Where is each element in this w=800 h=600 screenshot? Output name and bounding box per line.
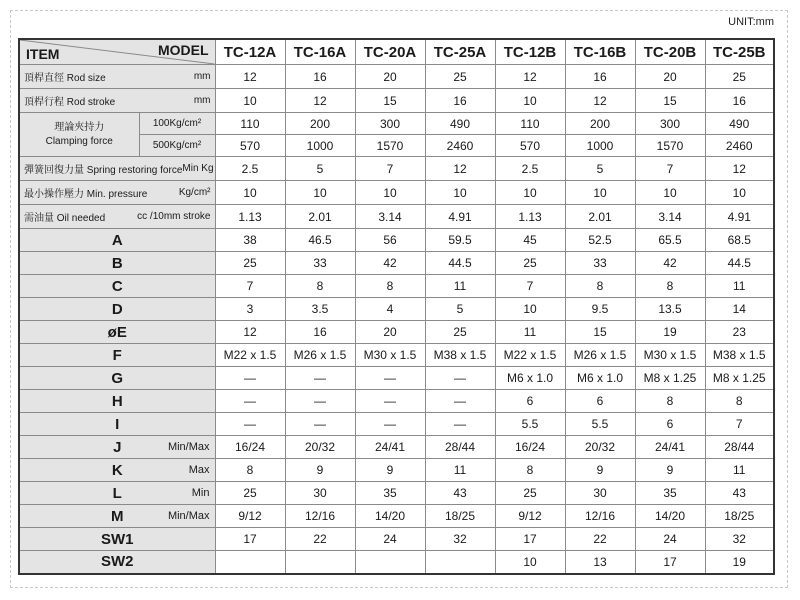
row-label-inner [20, 161, 215, 176]
row-label-zh: 頂桿行程 [24, 97, 64, 108]
value-cell [285, 551, 355, 574]
value-cell: — [285, 390, 355, 413]
value-cell: 8 [635, 390, 705, 413]
table-row [19, 298, 774, 321]
table-row [19, 459, 774, 482]
spec-table [18, 38, 775, 575]
row-label-en: Clamping force [45, 135, 113, 147]
value-cell: 10 [215, 89, 285, 113]
model-col-header: TC-16B [565, 39, 635, 65]
value-cell: 1570 [355, 135, 425, 157]
row-label [19, 528, 215, 551]
value-cell: 45 [495, 229, 565, 252]
row-label [19, 367, 215, 390]
row-unit: Min/Max [167, 510, 210, 522]
value-cell: 3.14 [355, 205, 425, 229]
value-cell: 18/25 [705, 505, 774, 528]
value-cell: 16 [285, 65, 355, 89]
row-label [19, 551, 215, 574]
table-row [19, 181, 774, 205]
table-row [19, 321, 774, 344]
value-cell: — [285, 413, 355, 436]
value-cell: — [425, 367, 495, 390]
value-cell: 10 [285, 181, 355, 205]
table-row [19, 436, 774, 459]
value-cell: 16 [425, 89, 495, 113]
value-cell: — [215, 390, 285, 413]
row-unit: mm [193, 95, 211, 106]
row-unit: Min/Max [167, 441, 210, 453]
dimension-letter: øE [107, 323, 127, 341]
value-cell: 20 [635, 65, 705, 89]
value-cell: 33 [285, 252, 355, 275]
value-cell: 12/16 [285, 505, 355, 528]
value-cell: 10 [425, 181, 495, 205]
value-cell: 9 [565, 459, 635, 482]
value-cell: — [425, 390, 495, 413]
model-col-header: TC-12A [215, 39, 285, 65]
table-row [19, 275, 774, 298]
value-cell: 12 [705, 157, 774, 181]
value-cell: 44.5 [705, 252, 774, 275]
dimension-letter: SW1 [100, 530, 134, 548]
item-header-label: ITEM [26, 46, 60, 62]
table-row [19, 482, 774, 505]
value-cell: M8 x 1.25 [635, 367, 705, 390]
value-cell: 10 [705, 181, 774, 205]
value-cell: 2.01 [565, 205, 635, 229]
value-cell: 2460 [425, 135, 495, 157]
row-label [19, 390, 215, 413]
value-cell: 1.13 [495, 205, 565, 229]
row-label [19, 344, 215, 367]
row-label-en: Rod stroke [66, 97, 116, 108]
row-label-en: Oil needed [56, 213, 106, 224]
value-cell: 6 [635, 413, 705, 436]
value-cell: 68.5 [705, 229, 774, 252]
item-model-header [19, 39, 215, 65]
value-cell: 10 [215, 181, 285, 205]
value-cell: 8 [565, 275, 635, 298]
table-row [19, 157, 774, 181]
value-cell: 490 [705, 113, 774, 135]
value-cell: — [285, 367, 355, 390]
value-cell: 22 [565, 528, 635, 551]
value-cell: 10 [355, 181, 425, 205]
value-cell: 38 [215, 229, 285, 252]
value-cell: 9 [285, 459, 355, 482]
value-cell: 15 [355, 89, 425, 113]
value-cell: 12 [215, 321, 285, 344]
value-cell: 10 [495, 298, 565, 321]
value-cell: 6 [495, 390, 565, 413]
value-cell: 4.91 [705, 205, 774, 229]
value-cell: M38 x 1.5 [705, 344, 774, 367]
value-cell: 570 [495, 135, 565, 157]
value-cell: 110 [215, 113, 285, 135]
value-cell: 25 [495, 252, 565, 275]
value-cell: 56 [355, 229, 425, 252]
row-unit: Kg/cm² [178, 187, 211, 198]
value-cell: 16 [705, 89, 774, 113]
value-cell: M26 x 1.5 [565, 344, 635, 367]
value-cell: 14/20 [355, 505, 425, 528]
value-cell: — [425, 413, 495, 436]
value-cell: 6 [565, 390, 635, 413]
row-label-inner [20, 209, 215, 224]
value-cell: 300 [635, 113, 705, 135]
value-cell [425, 551, 495, 574]
row-label-text [24, 69, 106, 84]
value-cell: 20/32 [285, 436, 355, 459]
row-label-inner [20, 93, 215, 108]
value-cell: 35 [635, 482, 705, 505]
value-cell: 20/32 [565, 436, 635, 459]
dimension-letter: G [111, 369, 124, 387]
value-cell: 25 [705, 65, 774, 89]
value-cell: 33 [565, 252, 635, 275]
value-cell: 42 [635, 252, 705, 275]
value-cell: 12 [285, 89, 355, 113]
value-cell: 5 [285, 157, 355, 181]
value-cell: — [215, 413, 285, 436]
value-cell: 12 [425, 157, 495, 181]
row-label [19, 181, 215, 205]
value-cell: 25 [495, 482, 565, 505]
dimension-letter: H [111, 392, 123, 410]
value-cell [215, 551, 285, 574]
value-cell: 16/24 [495, 436, 565, 459]
value-cell: 13 [565, 551, 635, 574]
value-cell: 59.5 [425, 229, 495, 252]
row-label [19, 89, 215, 113]
dimension-letter: L [112, 484, 122, 502]
value-cell: 43 [425, 482, 495, 505]
dimension-letter: K [111, 461, 123, 479]
row-label-zh: 需油量 [24, 213, 54, 224]
table-row [19, 528, 774, 551]
row-label [19, 459, 215, 482]
value-cell: 11 [705, 459, 774, 482]
value-cell: 9/12 [215, 505, 285, 528]
value-cell: 24/41 [355, 436, 425, 459]
table-row [19, 229, 774, 252]
row-label-text [24, 209, 105, 224]
row-label [19, 298, 215, 321]
value-cell: 200 [285, 113, 355, 135]
value-cell: 42 [355, 252, 425, 275]
value-cell: 10 [495, 551, 565, 574]
value-cell: 16/24 [215, 436, 285, 459]
row-label [19, 505, 215, 528]
value-cell: 1570 [635, 135, 705, 157]
value-cell: 3.14 [635, 205, 705, 229]
row-label [19, 436, 215, 459]
dimension-letter: C [111, 277, 123, 295]
value-cell: 1000 [565, 135, 635, 157]
model-col-header: TC-20A [355, 39, 425, 65]
value-cell: 12/16 [565, 505, 635, 528]
value-cell: 13.5 [635, 298, 705, 321]
value-cell [355, 551, 425, 574]
value-cell: 8 [495, 459, 565, 482]
table-row [19, 505, 774, 528]
value-cell: 7 [705, 413, 774, 436]
value-cell: 7 [215, 275, 285, 298]
value-cell: 8 [285, 275, 355, 298]
value-cell: 28/44 [425, 436, 495, 459]
value-cell: 23 [705, 321, 774, 344]
value-cell: 14 [705, 298, 774, 321]
dimension-letter: A [111, 231, 123, 249]
value-cell: 12 [495, 65, 565, 89]
value-cell: 11 [495, 321, 565, 344]
value-cell: M22 x 1.5 [215, 344, 285, 367]
value-cell: 17 [635, 551, 705, 574]
row-label [19, 229, 215, 252]
row-label [19, 205, 215, 229]
table-row [19, 551, 774, 574]
value-cell: 7 [355, 157, 425, 181]
row-label [19, 113, 139, 157]
value-cell: 8 [635, 275, 705, 298]
value-cell: 7 [635, 157, 705, 181]
value-cell: 20 [355, 321, 425, 344]
dimension-letter: F [112, 346, 122, 364]
row-label [19, 157, 215, 181]
value-cell: 19 [635, 321, 705, 344]
dimension-letter: M [111, 507, 124, 525]
row-label [19, 413, 215, 436]
value-cell: 8 [705, 390, 774, 413]
table-row [19, 413, 774, 436]
value-cell: 32 [705, 528, 774, 551]
model-col-header: TC-20B [635, 39, 705, 65]
value-cell: 4.91 [425, 205, 495, 229]
value-cell: 15 [565, 321, 635, 344]
model-col-header: TC-12B [495, 39, 565, 65]
row-label [19, 321, 215, 344]
value-cell: 44.5 [425, 252, 495, 275]
value-cell: 16 [565, 65, 635, 89]
table-row [19, 390, 774, 413]
value-cell: 11 [705, 275, 774, 298]
value-cell: M30 x 1.5 [635, 344, 705, 367]
value-cell: M6 x 1.0 [565, 367, 635, 390]
row-label [19, 275, 215, 298]
value-cell: 25 [425, 65, 495, 89]
row-label-text [24, 161, 182, 176]
row-label-en: Min. pressure [86, 189, 148, 200]
value-cell: M22 x 1.5 [495, 344, 565, 367]
dimension-letter: J [113, 438, 122, 456]
value-cell: 10 [495, 89, 565, 113]
value-cell: 19 [705, 551, 774, 574]
row-unit: Min [191, 487, 210, 499]
value-cell: 24/41 [635, 436, 705, 459]
value-cell: 2.5 [215, 157, 285, 181]
value-cell: 9.5 [565, 298, 635, 321]
value-cell: 3 [215, 298, 285, 321]
value-cell: 2460 [705, 135, 774, 157]
value-cell: 4 [355, 298, 425, 321]
value-cell: 11 [425, 459, 495, 482]
value-cell: 1.13 [215, 205, 285, 229]
row-unit: mm [193, 71, 211, 82]
value-cell: 10 [495, 181, 565, 205]
row-unit: 100Kg/cm² [139, 113, 215, 135]
row-label-zh: 理論夾持力 [54, 121, 105, 133]
value-cell: — [355, 390, 425, 413]
value-cell: 11 [425, 275, 495, 298]
value-cell: 5.5 [495, 413, 565, 436]
value-cell: M38 x 1.5 [425, 344, 495, 367]
dimension-letter: I [115, 415, 120, 433]
dimension-letter: B [111, 254, 123, 272]
value-cell: 2.01 [285, 205, 355, 229]
value-cell: 8 [355, 275, 425, 298]
value-cell: 5 [425, 298, 495, 321]
model-col-header: TC-16A [285, 39, 355, 65]
table-row [19, 65, 774, 89]
value-cell: 52.5 [565, 229, 635, 252]
value-cell: M6 x 1.0 [495, 367, 565, 390]
value-cell: 570 [215, 135, 285, 157]
row-label [19, 65, 215, 89]
value-cell: 24 [635, 528, 705, 551]
value-cell: 25 [215, 252, 285, 275]
table-row [19, 252, 774, 275]
table-row [19, 367, 774, 390]
row-label-zh: 頂桿直徑 [24, 73, 64, 84]
value-cell: 9/12 [495, 505, 565, 528]
row-unit: Min Kg [182, 163, 214, 174]
value-cell: 9 [635, 459, 705, 482]
model-col-header: TC-25B [705, 39, 774, 65]
model-header-label: MODEL [157, 42, 209, 58]
row-label-en: Spring restoring force [86, 165, 183, 176]
value-cell: 5 [565, 157, 635, 181]
dimension-letter: SW2 [100, 553, 134, 571]
value-cell: M26 x 1.5 [285, 344, 355, 367]
value-cell: 8 [215, 459, 285, 482]
value-cell: 46.5 [285, 229, 355, 252]
value-cell: 12 [215, 65, 285, 89]
value-cell: 110 [495, 113, 565, 135]
value-cell: — [215, 367, 285, 390]
value-cell: 9 [355, 459, 425, 482]
row-label-zh: 彈簧回復力量 [24, 165, 84, 176]
value-cell: 30 [285, 482, 355, 505]
row-label-en: Rod size [66, 73, 106, 84]
value-cell: 18/25 [425, 505, 495, 528]
value-cell: — [355, 367, 425, 390]
value-cell: 24 [355, 528, 425, 551]
value-cell: 25 [215, 482, 285, 505]
table-row [19, 113, 774, 135]
value-cell: 25 [425, 321, 495, 344]
table-row [19, 344, 774, 367]
value-cell: 17 [215, 528, 285, 551]
value-cell: 30 [565, 482, 635, 505]
table-row [19, 89, 774, 113]
value-cell: 28/44 [705, 436, 774, 459]
value-cell: 35 [355, 482, 425, 505]
value-cell: 12 [565, 89, 635, 113]
value-cell: 1000 [285, 135, 355, 157]
value-cell: 22 [285, 528, 355, 551]
value-cell: 300 [355, 113, 425, 135]
row-unit: 500Kg/cm² [139, 135, 215, 157]
value-cell: 65.5 [635, 229, 705, 252]
unit-label: UNIT:mm [728, 16, 774, 28]
value-cell: 10 [635, 181, 705, 205]
value-cell: 5.5 [565, 413, 635, 436]
dimension-letter: D [111, 300, 123, 318]
value-cell: 10 [565, 181, 635, 205]
value-cell: 17 [495, 528, 565, 551]
value-cell: 43 [705, 482, 774, 505]
value-cell: 20 [355, 65, 425, 89]
model-col-header: TC-25A [425, 39, 495, 65]
value-cell: 15 [635, 89, 705, 113]
row-label-text [24, 185, 147, 200]
row-label-zh: 最小操作壓力 [24, 189, 84, 200]
row-label [19, 252, 215, 275]
value-cell: — [355, 413, 425, 436]
value-cell: 16 [285, 321, 355, 344]
table-row [19, 205, 774, 229]
row-label-inner [20, 185, 215, 200]
value-cell: 14/20 [635, 505, 705, 528]
value-cell: 490 [425, 113, 495, 135]
row-label-text [24, 93, 115, 108]
value-cell: 7 [495, 275, 565, 298]
value-cell: 3.5 [285, 298, 355, 321]
value-cell: M8 x 1.25 [705, 367, 774, 390]
value-cell: 32 [425, 528, 495, 551]
value-cell: M30 x 1.5 [355, 344, 425, 367]
row-unit: cc /10mm stroke [137, 211, 211, 222]
value-cell: 200 [565, 113, 635, 135]
value-cell: 2.5 [495, 157, 565, 181]
header-row [19, 39, 774, 65]
row-label-inner [20, 69, 215, 84]
row-label [19, 482, 215, 505]
row-unit: Max [188, 464, 210, 476]
